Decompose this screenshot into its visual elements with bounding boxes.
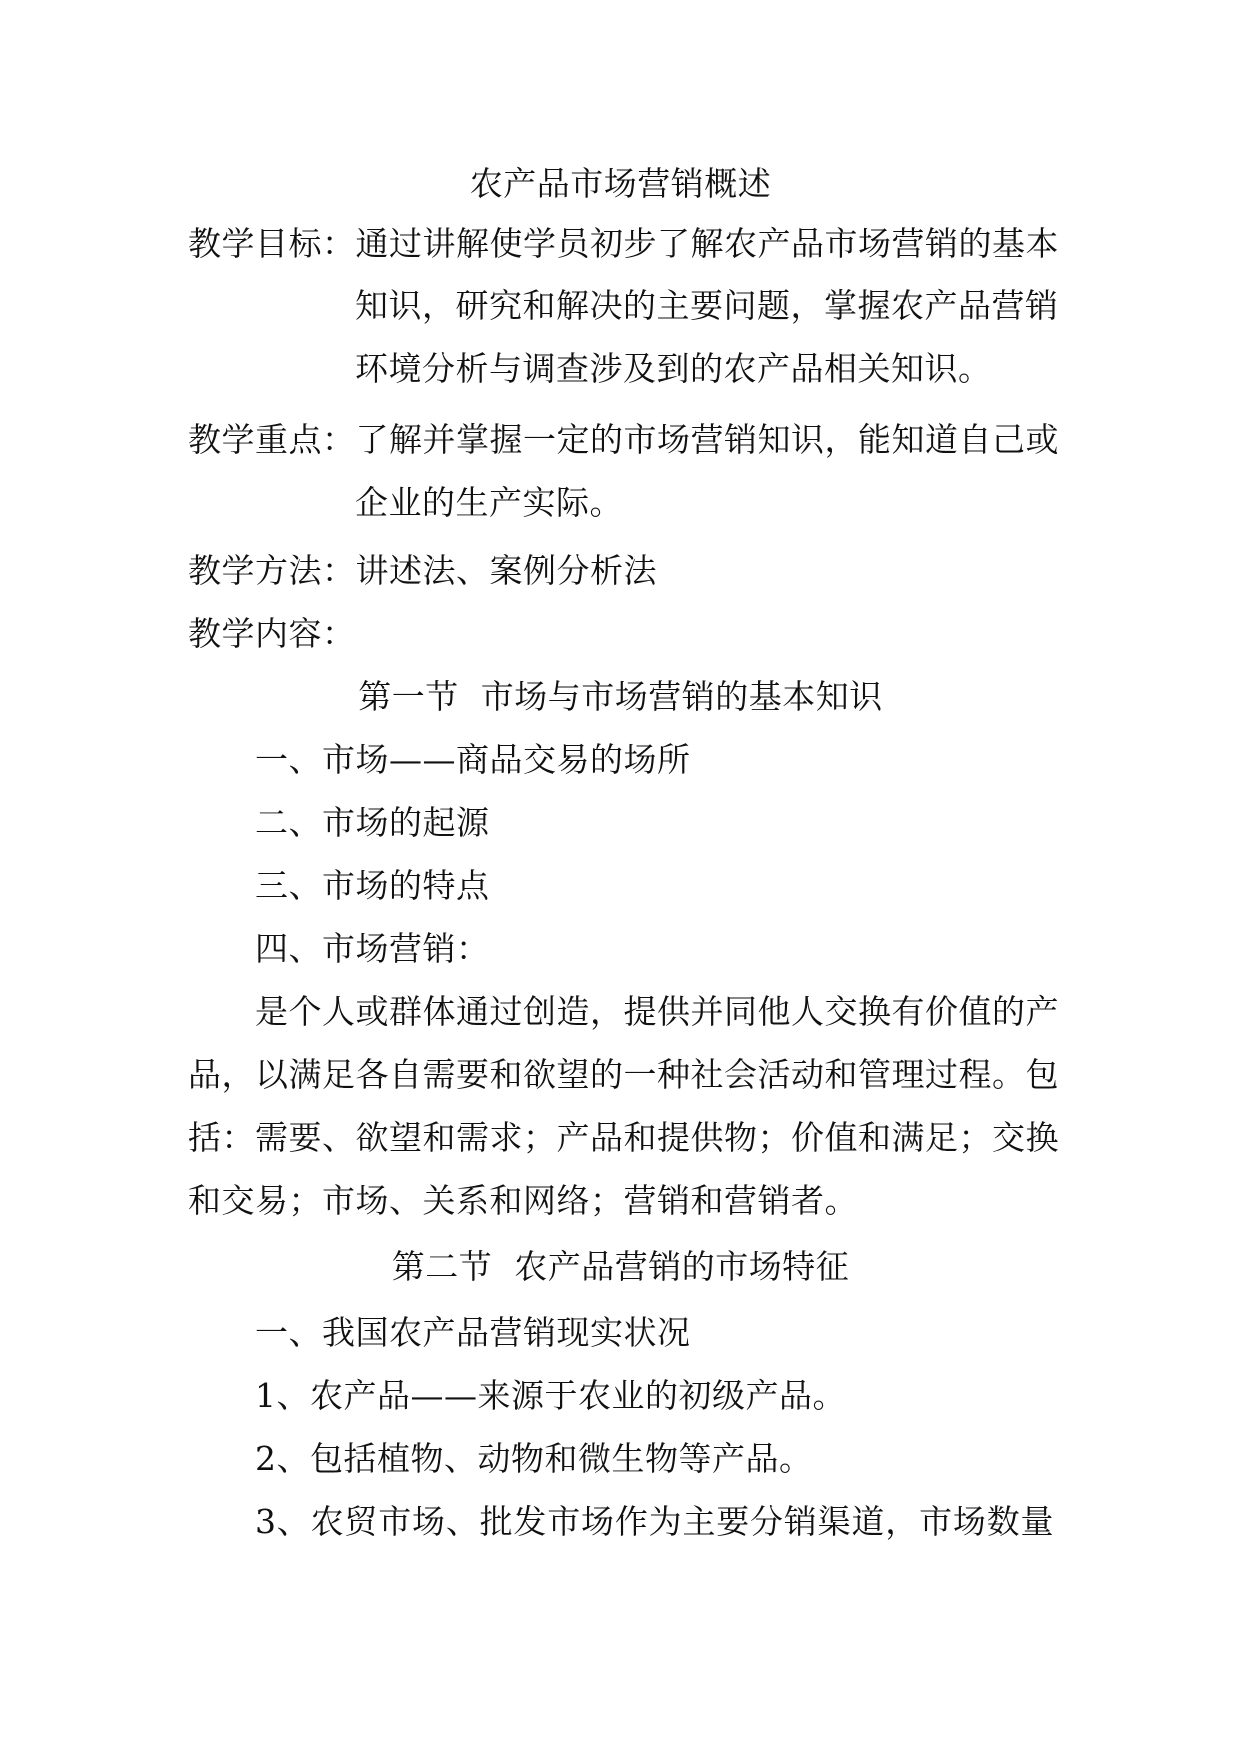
section1-item-4: 四、市场营销：: [255, 929, 490, 968]
section1-paragraph-line-4: 和交易；市场、关系和网络；营销和营销者。: [188, 1181, 858, 1220]
methods-row: [188, 551, 657, 591]
key-points-line-2: 企业的生产实际。: [355, 483, 623, 522]
section1-item-1: 一、市场——商品交易的场所: [255, 740, 691, 779]
section2-item-4-row: [255, 1502, 1054, 1542]
section2-heading: 第二节 农产品营销的市场特征: [391, 1247, 850, 1286]
objectives-row: [188, 224, 1059, 264]
document-title: 农产品市场营销概述: [469, 164, 772, 203]
section2-item-3: 2、包括植物、动物和微生物等产品。: [255, 1439, 813, 1478]
objectives-label: 教学目标：: [188, 224, 356, 263]
section1-item-3: 三、市场的特点: [255, 866, 490, 905]
methods-text: 讲述法、案例分析法: [355, 551, 657, 590]
section1-paragraph-line-2: 品，以满足各自需要和欲望的一种社会活动和管理过程。包: [188, 1055, 1059, 1094]
section1-heading: 第一节 市场与市场营销的基本知识: [358, 677, 883, 716]
section2-item-1: 一、我国农产品营销现实状况: [255, 1313, 691, 1352]
content-label: 教学内容：: [188, 614, 356, 653]
objectives-line-1: 通过讲解使学员初步了解农产品市场营销的基本: [355, 224, 1059, 263]
key-points-line-1: 了解并掌握一定的市场营销知识，能知道自己或: [355, 420, 1059, 459]
objectives-line-2-row: [355, 286, 1059, 326]
objectives-line-2: 知识，研究和解决的主要问题，掌握农产品营销: [355, 286, 1059, 325]
key-points-label: 教学重点：: [188, 420, 356, 459]
section1-paragraph-line-3-row: [188, 1118, 1059, 1158]
key-points-row: [188, 420, 1059, 460]
section2-item-4: 3、农贸市场、批发市场作为主要分销渠道，市场数量: [255, 1502, 1054, 1541]
section1-paragraph-line-1-row: [255, 992, 1059, 1032]
section1-item-2: 二、市场的起源: [255, 803, 490, 842]
section1-paragraph-line-3: 括：需要、欲望和需求；产品和提供物；价值和满足；交换: [188, 1118, 1059, 1157]
objectives-line-3: 环境分析与调查涉及到的农产品相关知识。: [355, 349, 992, 388]
methods-label: 教学方法：: [188, 551, 356, 590]
section1-paragraph-line-2-row: [188, 1055, 1059, 1095]
section2-item-2: 1、农产品——来源于农业的初级产品。: [255, 1376, 846, 1415]
section1-paragraph-line-1: 是个人或群体通过创造，提供并同他人交换有价值的产: [255, 992, 1059, 1031]
